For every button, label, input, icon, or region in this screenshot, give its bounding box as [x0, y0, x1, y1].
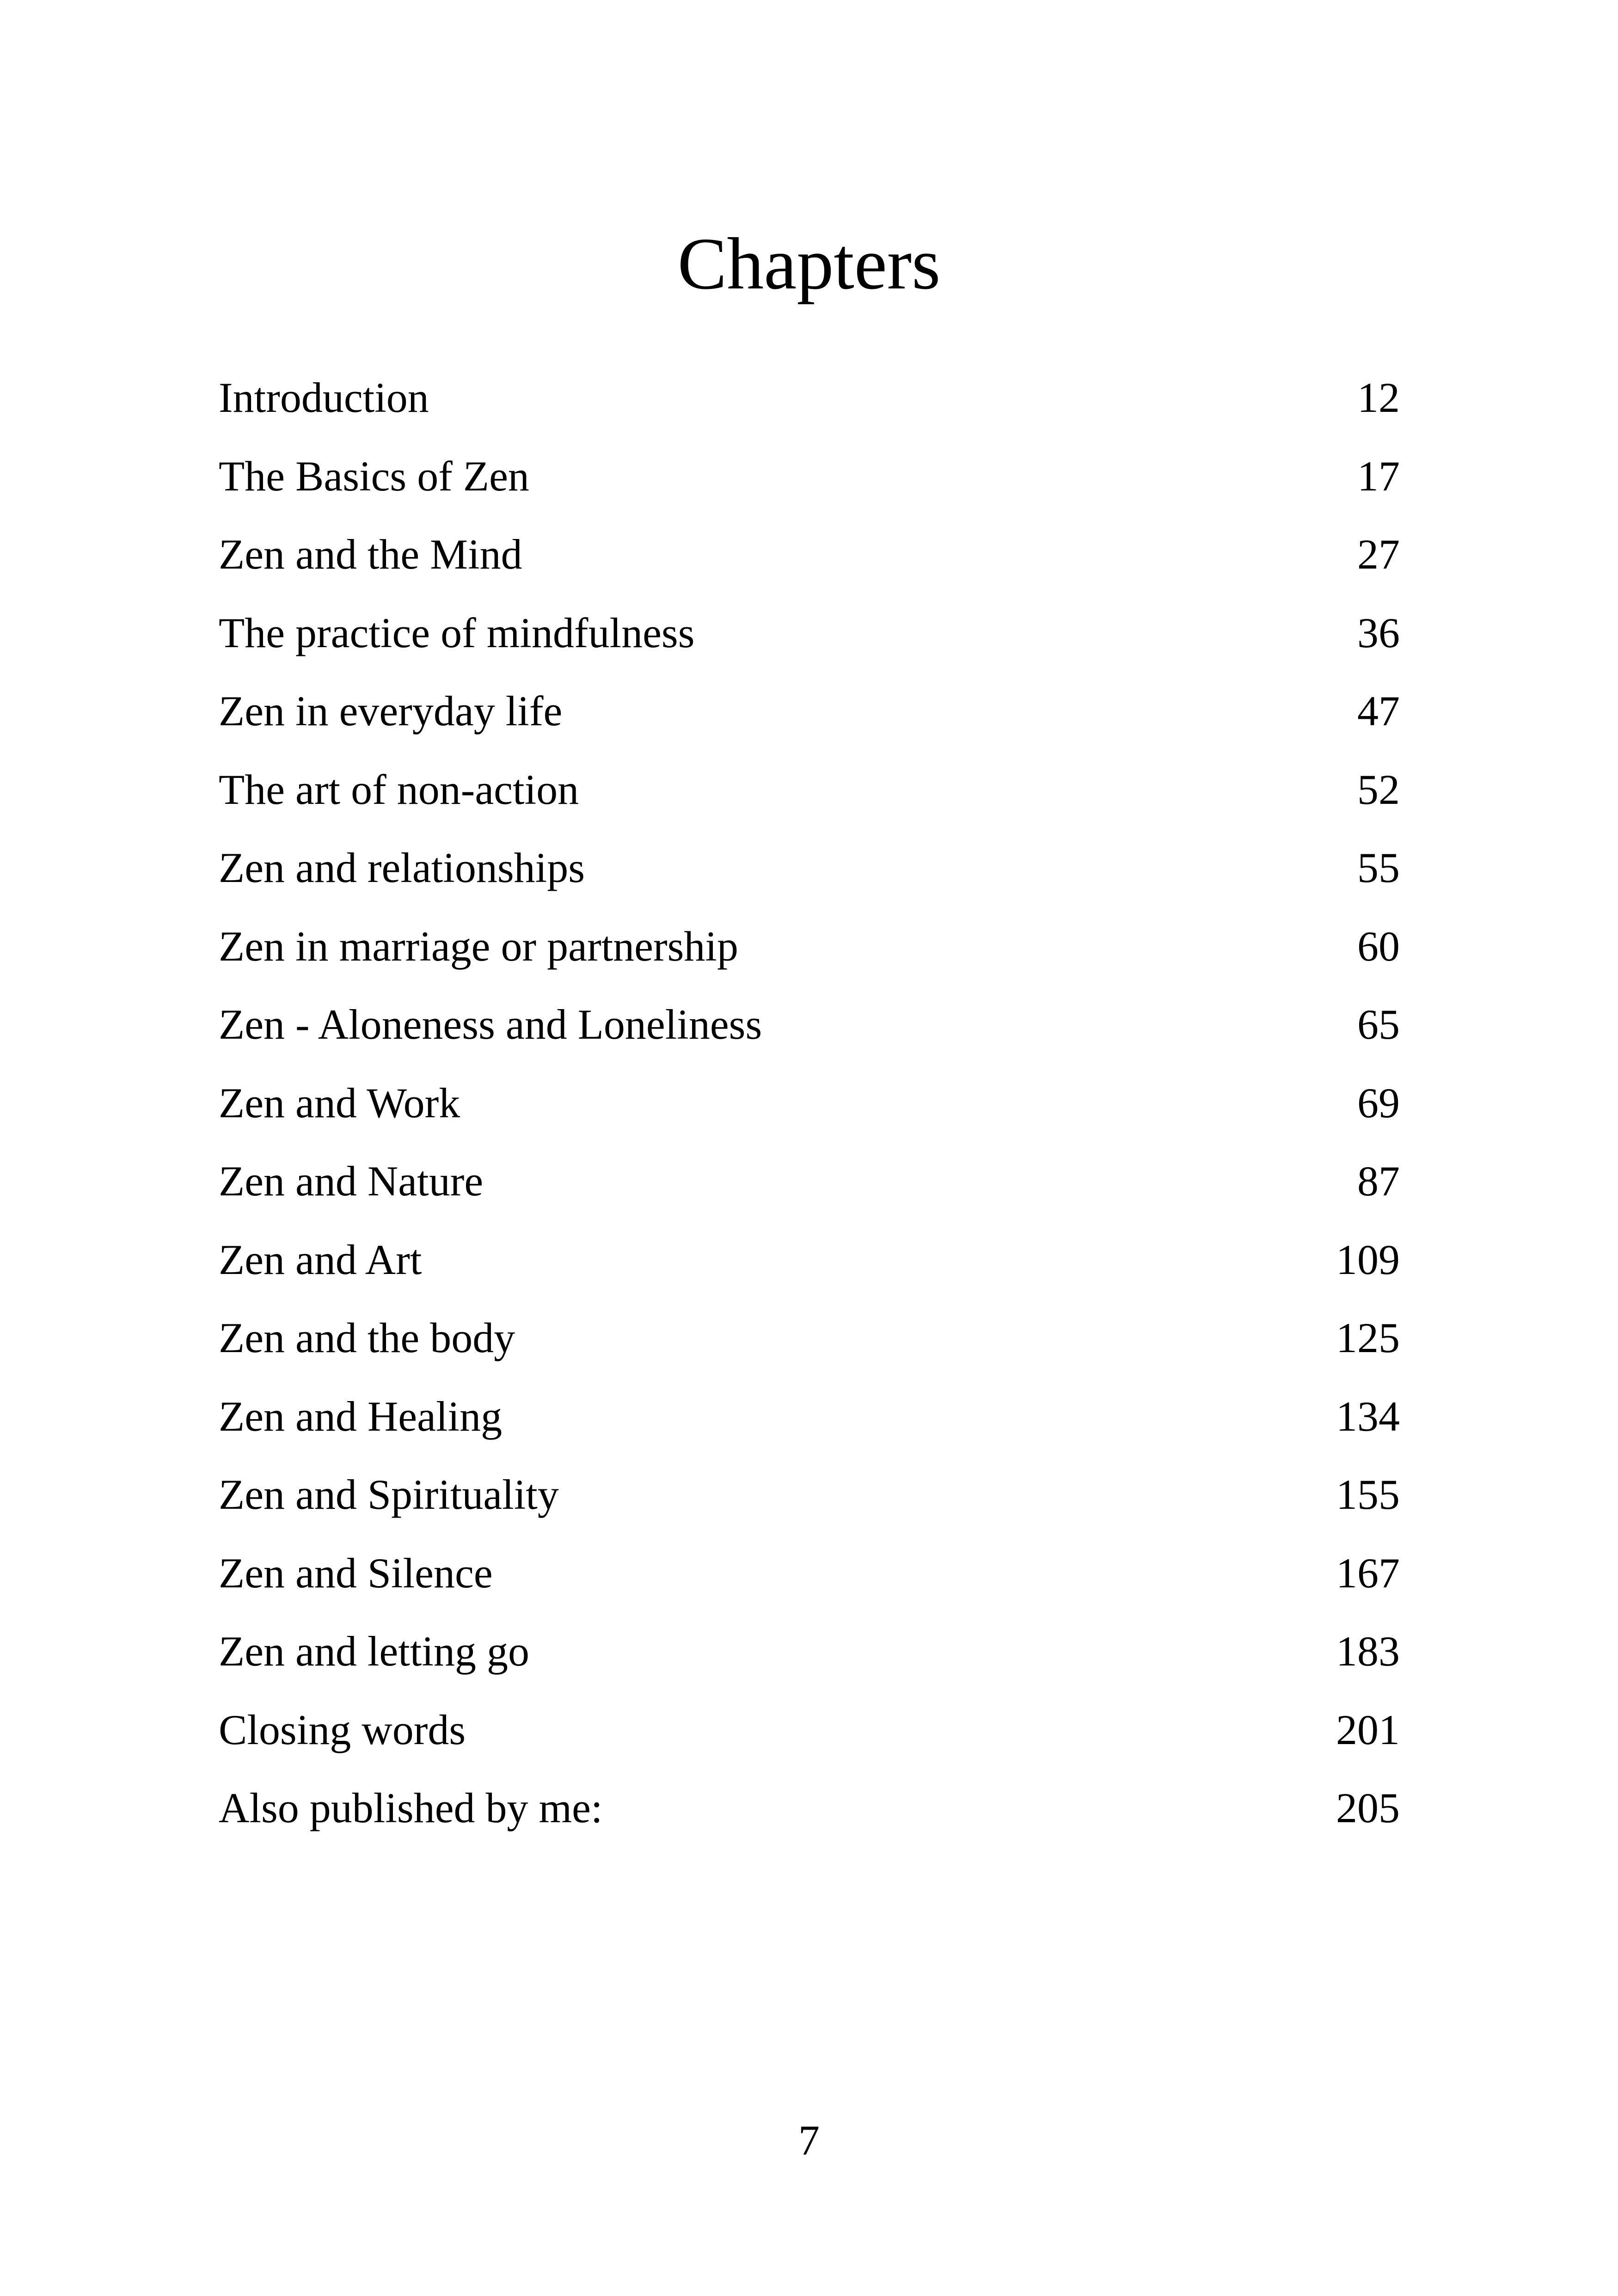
toc-entry-title: The art of non-action	[219, 765, 579, 813]
toc-entry-page: 134	[1336, 1392, 1400, 1440]
toc-entry-page: 125	[1336, 1314, 1400, 1361]
toc-entry-title: The Basics of Zen	[219, 452, 529, 500]
toc-entry-page: 201	[1336, 1706, 1400, 1753]
toc-entry	[219, 522, 1400, 600]
toc-entry	[219, 1462, 1400, 1541]
toc-entry-page: 65	[1357, 1001, 1400, 1048]
toc-entry-title: Zen in everyday life	[219, 687, 563, 735]
toc-entry-page: 155	[1336, 1471, 1400, 1518]
toc-entry	[219, 1697, 1400, 1776]
toc-entry-title: Zen and relationships	[219, 844, 585, 891]
toc-entry-title: Zen - Aloneness and Loneliness	[219, 1001, 762, 1048]
toc-entry-title: Zen and Silence	[219, 1549, 493, 1597]
page-number: 7	[798, 2117, 820, 2164]
toc-entry-title: Zen and Art	[219, 1236, 422, 1283]
toc-entry-title: Introduction	[219, 374, 429, 421]
toc-entry-title: Zen and letting go	[219, 1628, 529, 1675]
toc-entry-page: 55	[1357, 844, 1400, 891]
toc-entry	[219, 679, 1400, 757]
toc-entry-title: Zen and Healing	[219, 1392, 503, 1440]
toc-entry-page: 69	[1357, 1079, 1400, 1127]
toc-entry	[219, 1776, 1400, 1854]
toc-entry-page: 36	[1357, 609, 1400, 656]
page-title: Chapters	[677, 222, 941, 305]
table-of-contents	[219, 365, 1400, 1854]
toc-entry	[219, 1071, 1400, 1149]
toc-entry	[219, 1149, 1400, 1227]
toc-entry-page: 27	[1357, 531, 1400, 578]
toc-entry	[219, 600, 1400, 679]
toc-entry-page: 47	[1357, 687, 1400, 735]
toc-entry	[219, 1619, 1400, 1697]
toc-entry	[219, 1384, 1400, 1463]
toc-entry-page: 183	[1336, 1628, 1400, 1675]
toc-entry-page: 167	[1336, 1549, 1400, 1597]
toc-entry-title: Zen and the body	[219, 1314, 515, 1361]
toc-entry-title: Also published by me:	[219, 1784, 603, 1831]
toc-entry-page: 52	[1357, 765, 1400, 813]
toc-entry-title: Zen and Nature	[219, 1157, 484, 1205]
toc-entry-title: Zen in marriage or partnership	[219, 922, 738, 970]
toc-entry	[219, 992, 1400, 1071]
toc-entry-page: 17	[1357, 452, 1400, 500]
toc-entry-page: 109	[1336, 1236, 1400, 1283]
toc-entry-page: 60	[1357, 922, 1400, 970]
toc-entry	[219, 914, 1400, 992]
toc-entry-title: The practice of mindfulness	[219, 609, 695, 656]
toc-entry-title: Zen and Spirituality	[219, 1471, 559, 1518]
toc-entry	[219, 835, 1400, 914]
toc-entry	[219, 444, 1400, 522]
toc-entry-page: 205	[1336, 1784, 1400, 1831]
toc-entry-page: 87	[1357, 1157, 1400, 1205]
toc-entry-title: Zen and Work	[219, 1079, 460, 1127]
toc-entry-title: Closing words	[219, 1706, 466, 1753]
toc-entry	[219, 1227, 1400, 1306]
toc-entry	[219, 365, 1400, 444]
toc-entry	[219, 1305, 1400, 1384]
toc-entry	[219, 1541, 1400, 1619]
toc-entry-page: 12	[1357, 374, 1400, 421]
toc-entry-title: Zen and the Mind	[219, 531, 522, 578]
toc-entry	[219, 757, 1400, 836]
